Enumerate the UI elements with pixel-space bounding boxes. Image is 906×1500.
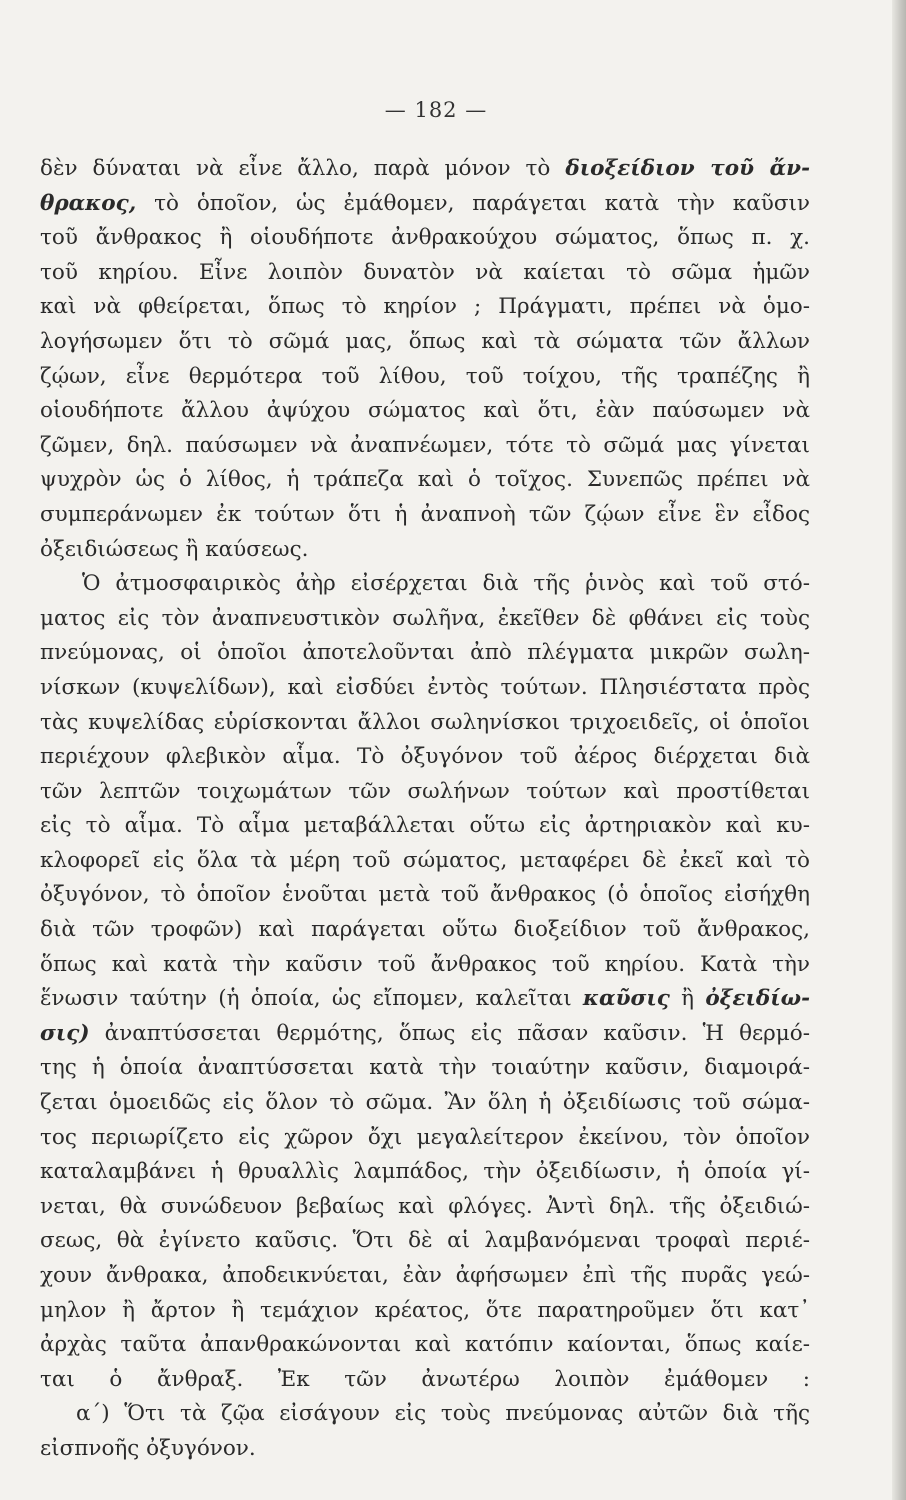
text-segment: α΄) Ὅτι τὰ ζῷα εἰσάγουν εἰς τοὺς πνεύμονας αὐτῶν διὰ τῆς	[76, 1401, 810, 1427]
text-line	[40, 325, 810, 360]
text-segment: ἕνωσιν ταύτην (ἡ ὁποία, ὡς εἴπομεν, καλεῖται	[40, 986, 583, 1012]
text-line	[40, 775, 810, 810]
text-segment: τος περιωρίζετο εἰς χῶρον ὄχι μεγαλείτερον ἐκείνου, τὸν ὁποῖον	[40, 1124, 810, 1150]
text-line	[40, 256, 810, 291]
text-line	[40, 878, 810, 913]
text-line	[40, 1086, 810, 1121]
text-segment: ματος εἰς τὸν ἀναπνευστικὸν σωλῆνα, ἐκεῖθεν δὲ φθάνει εἰς τοὺς	[40, 605, 810, 631]
text-line	[40, 1017, 810, 1052]
text-line	[40, 152, 810, 187]
text-line	[40, 948, 810, 983]
text-segment: της ἡ ὁποία ἀναπτύσσεται κατὰ τὴν τοιαύτην καῦσιν, διαμοιρά-	[40, 1055, 810, 1081]
text-segment: σεως, θὰ ἐγίνετο καῦσις. Ὅτι δὲ αἱ λαμβανόμεναι τροφαὶ περιέ-	[40, 1228, 810, 1254]
text-line	[40, 290, 810, 325]
text-line	[40, 740, 810, 775]
text-segment: ὀξυγόνον, τὸ ὁποῖον ἑνοῦται μετὰ τοῦ ἄνθρακος (ὁ ὁποῖος εἰσήχθη	[40, 882, 810, 908]
text-line	[40, 706, 810, 741]
text-line	[40, 1259, 810, 1294]
text-line	[40, 533, 810, 568]
text-line	[40, 1121, 810, 1156]
emphasized-term: θρακος,	[40, 190, 137, 216]
text-segment: ται ὁ ἄνθραξ. Ἐκ τῶν ἀνωτέρω λοιπὸν ἐμάθομεν :	[40, 1366, 810, 1392]
text-segment: διὰ τῶν τροφῶν) καὶ παράγεται οὕτω διοξείδιον τοῦ ἄνθρακος,	[40, 917, 810, 943]
text-segment: μηλον ἢ ἄρτον ἢ τεμάχιον κρέατος, ὅτε παρατηροῦμεν ὅτι κατ᾿	[40, 1297, 810, 1323]
text-line	[40, 1328, 810, 1363]
text-segment: περιέχουν φλεβικὸν αἷμα. Τὸ ὀξυγόνον τοῦ ἀέρος διέρχεται διὰ	[40, 744, 810, 770]
text-line	[40, 498, 810, 533]
text-line	[40, 394, 810, 429]
text-segment: ψυχρὸν ὡς ὁ λίθος, ἡ τράπεζα καὶ ὁ τοῖχος. Συνεπῶς πρέπει νὰ	[40, 467, 810, 493]
book-spine-edge	[892, 0, 906, 1500]
text-line	[40, 1363, 810, 1398]
text-line	[40, 809, 810, 844]
emphasized-term: σις)	[40, 1020, 90, 1046]
text-line	[40, 360, 810, 395]
text-segment: τοῦ ἄνθρακος ἢ οἱουδήποτε ἀνθρακούχου σώματος, ὅπως π. χ.	[40, 225, 810, 251]
text-segment: ζῴων, εἶνε θερμότερα τοῦ λίθου, τοῦ τοίχου, τῆς τραπέζης ἢ	[40, 363, 810, 389]
text-line	[40, 1051, 810, 1086]
text-segment: τὰς κυψελίδας εὑρίσκονται ἄλλοι σωληνίσκοι τριχοειδεῖς, οἱ ὁποῖοι	[40, 709, 810, 735]
text-segment: ζῶμεν, δηλ. παύσωμεν νὰ ἀναπνέωμεν, τότε τὸ σῶμά μας γίνεται	[40, 432, 810, 458]
text-segment: καταλαμβάνει ἡ θρυαλλὶς λαμπάδος, τὴν ὀξειδίωσιν, ἡ ὁποία γί-	[40, 1159, 810, 1185]
text-segment: νεται, θὰ συνώδευον βεβαίως καὶ φλόγες. Ἀντὶ δηλ. τῆς ὀξειδιώ-	[40, 1193, 810, 1219]
text-segment: ἀρχὰς ταῦτα ἀπανθρακώνονται καὶ κατόπιν καίονται, ὅπως καίε-	[40, 1332, 810, 1358]
emphasized-term: διοξείδιον τοῦ ἄν-	[565, 156, 811, 181]
text-line	[40, 982, 810, 1017]
text-line	[40, 671, 810, 706]
text-segment: ζεται ὁμοειδῶς εἰς ὅλον τὸ σῶμα. Ἂν ὅλη ἡ ὀξειδίωσις τοῦ σώμα-	[40, 1090, 810, 1116]
emphasized-term: ὀξειδίω-	[705, 986, 810, 1012]
text-segment: Ὁ ἀτμοσφαιρικὸς ἀὴρ εἰσέρχεται διὰ τῆς ῥινὸς καὶ τοῦ στό-	[82, 571, 810, 597]
text-segment: συμπεράνωμεν ἐκ τούτων ὅτι ἡ ἀναπνοὴ τῶν ζῴων εἶνε ἓν εἶδος	[40, 501, 810, 527]
emphasized-term: καῦσις	[582, 986, 670, 1012]
body-text	[40, 152, 810, 1467]
text-segment: ἀναπτύσσεται θερμότης, ὅπως εἰς πᾶσαν καῦσιν. Ἡ θερμό-	[89, 1020, 810, 1046]
text-line	[40, 1155, 810, 1190]
text-segment: πνεύμονας, οἱ ὁποῖοι ἀποτελοῦνται ἀπὸ πλέγματα μικρῶν σωλη-	[40, 640, 810, 666]
text-line	[40, 602, 810, 637]
text-line	[40, 221, 810, 256]
text-line	[40, 1190, 810, 1225]
text-segment: δὲν δύναται νὰ εἶνε ἄλλο, παρὰ μόνον τὸ	[40, 156, 566, 181]
text-segment: οἱουδήποτε ἄλλου ἀψύχου σώματος καὶ ὅτι, ἐὰν παύσωμεν νὰ	[40, 398, 810, 424]
text-segment: καὶ νὰ φθείρεται, ὅπως τὸ κηρίον ; Πράγματι, πρέπει νὰ ὁμο-	[40, 294, 810, 320]
text-segment: τῶν λεπτῶν τοιχωμάτων τῶν σωλήνων τούτων καὶ προστίθεται	[40, 778, 810, 804]
text-segment: εἰσπνοῆς ὀξυγόνον.	[40, 1435, 256, 1461]
text-segment: ὅπως καὶ κατὰ τὴν καῦσιν τοῦ ἄνθρακος τοῦ κηρίου. Κατὰ τὴν	[40, 951, 810, 977]
text-segment: χουν ἄνθρακα, ἀποδεικνύεται, ἐὰν ἀφήσωμεν ἐπὶ τῆς πυρᾶς γεώ-	[40, 1263, 810, 1288]
text-line	[40, 1397, 810, 1432]
text-segment: τὸ ὁποῖον, ὡς ἐμάθομεν, παράγεται κατὰ τὴν καῦσιν	[136, 190, 810, 216]
text-segment: ἢ	[669, 986, 706, 1012]
text-line	[40, 567, 810, 602]
text-line	[40, 1432, 810, 1467]
text-segment: κλοφορεῖ εἰς ὅλα τὰ μέρη τοῦ σώματος, μεταφέρει δὲ ἐκεῖ καὶ τὸ	[40, 847, 810, 873]
text-segment: εἰς τὸ αἷμα. Τὸ αἷμα μεταβάλλεται οὕτω εἰς ἀρτηριακὸν καὶ κυ-	[40, 813, 810, 839]
text-line	[40, 463, 810, 498]
text-line	[40, 187, 810, 222]
text-line	[40, 844, 810, 879]
text-line	[40, 913, 810, 948]
text-line	[40, 1224, 810, 1259]
text-segment: τοῦ κηρίου. Εἶνε λοιπὸν δυνατὸν νὰ καίεται τὸ σῶμα ἡμῶν	[40, 259, 810, 285]
text-segment: νίσκων (κυψελίδων), καὶ εἰσδύει ἐντὸς τούτων. Πλησιέστατα πρὸς	[40, 674, 810, 700]
text-segment: λογήσωμεν ὅτι τὸ σῶμά μας, ὅπως καὶ τὰ σώματα τῶν ἄλλων	[40, 328, 810, 354]
text-line	[40, 429, 810, 464]
page-number: — 182 —	[384, 98, 488, 122]
text-segment: ὀξειδιώσεως ἢ καύσεως.	[40, 536, 309, 562]
text-line	[40, 1294, 810, 1329]
text-line	[40, 636, 810, 671]
